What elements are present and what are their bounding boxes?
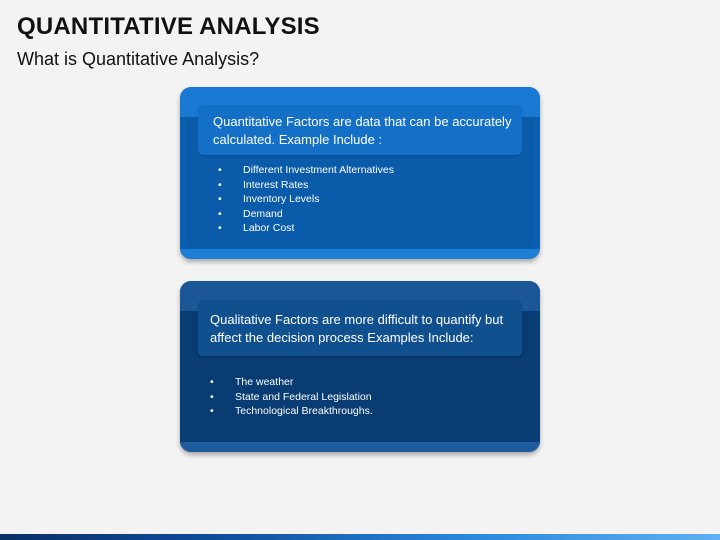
quantitative-factors-card [180,87,540,259]
slide-title: QUANTITATIVE ANALYSIS [17,13,320,40]
qualitative-factors-card [180,281,540,452]
list-item: • Different Investment Alternatives [218,163,394,178]
list-item: • Demand [218,207,394,222]
card-bottom-rim [180,442,540,452]
list-item: • Technological Breakthroughs. [210,404,373,419]
qualitative-list [210,375,373,419]
footer-accent-bar [0,534,720,540]
list-item: • Interest Rates [218,178,394,193]
list-item: • State and Federal Legislation [210,390,373,405]
list-item: • The weather [210,375,373,390]
quantitative-list [218,163,394,236]
qualitative-header: Qualitative Factors are more difficult to quantify but affect the decision process Examples Include: [198,300,522,356]
list-item: • Inventory Levels [218,192,394,207]
list-item: • Labor Cost [218,221,394,236]
card-bottom-rim [180,249,540,259]
quantitative-header: Quantitative Factors are data that can be accurately calculated. Example Include : [198,105,522,155]
slide-subtitle: What is Quantitative Analysis? [17,49,260,69]
